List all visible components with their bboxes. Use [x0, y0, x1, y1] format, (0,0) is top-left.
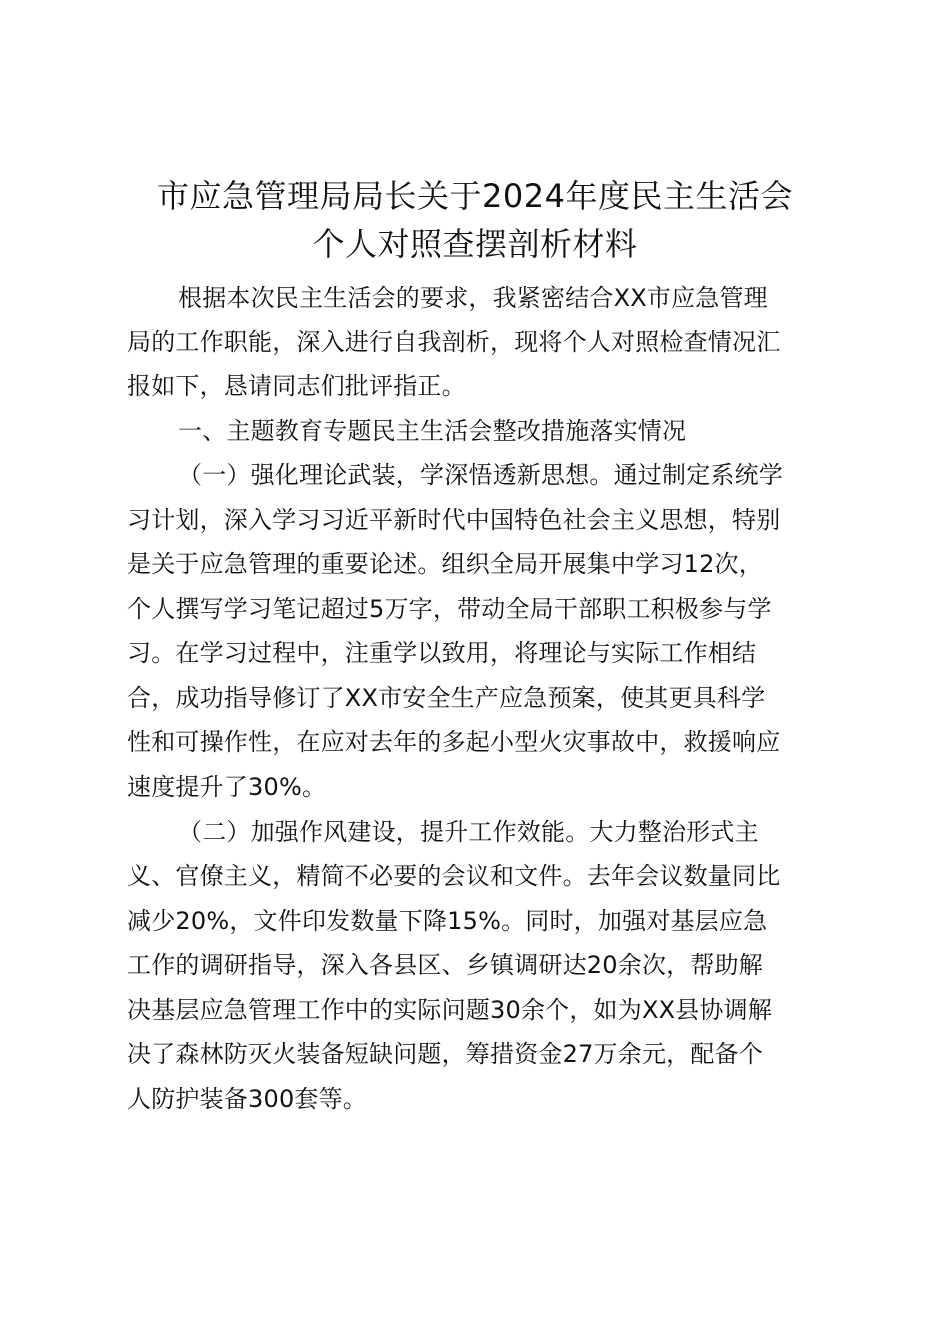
paragraph-line: 工作的调研指导，深入各县区、乡镇调研达20余次，帮助解: [127, 951, 763, 979]
paragraph-line: （一）强化理论武装，学深悟透新思想。通过制定系统学: [178, 461, 783, 489]
paragraph-line: 速度提升了30%。: [127, 773, 327, 801]
paragraph-line: 局的工作职能，深入进行自我剖析，现将个人对照检查情况汇: [127, 328, 781, 356]
document-title-line-2: 个人对照查摆剖析材料: [312, 225, 638, 263]
paragraph-line: 减少20%，文件印发数量下降15%。同时，加强对基层应急: [127, 907, 768, 935]
paragraph-line: 习。在学习过程中，注重学以致用，将理论与实际工作相结: [127, 639, 757, 667]
document-title-line-1: 市应急管理局局长关于2024年度民主生活会: [157, 177, 793, 215]
paragraph-line: 义、官僚主义，精简不必要的会议和文件。去年会议数量同比: [127, 862, 781, 890]
paragraph-line: 人防护装备300套等。: [127, 1085, 368, 1113]
paragraph-line: 决基层应急管理工作中的实际问题30余个，如为XX县协调解: [127, 996, 773, 1024]
paragraph-line: 个人撰写学习笔记超过5万字，带动全局干部职工积极参与学: [127, 595, 772, 623]
paragraph-line: 性和可操作性，在应对去年的多起小型火灾事故中，救援响应: [127, 728, 781, 756]
section-heading: 一、主题教育专题民主生活会整改措施落实情况: [178, 417, 687, 445]
paragraph-line: 根据本次民主生活会的要求，我紧密结合XX市应急管理: [178, 284, 768, 312]
paragraph-line: 决了森林防灭火装备短缺问题，筹措资金27万余元，配备个: [127, 1040, 763, 1068]
paragraph-line: 是关于应急管理的重要论述。组织全局开展集中学习12次，: [127, 550, 763, 578]
paragraph-line: 报如下，恳请同志们批评指正。: [127, 372, 466, 400]
paragraph-line: （二）加强作风建设，提升工作效能。大力整治形式主: [178, 818, 759, 846]
paragraph-line: 习计划，深入学习习近平新时代中国特色社会主义思想，特别: [127, 506, 781, 534]
paragraph-line: 合，成功指导修订了XX市安全生产应急预案，使其更具科学: [127, 684, 766, 712]
